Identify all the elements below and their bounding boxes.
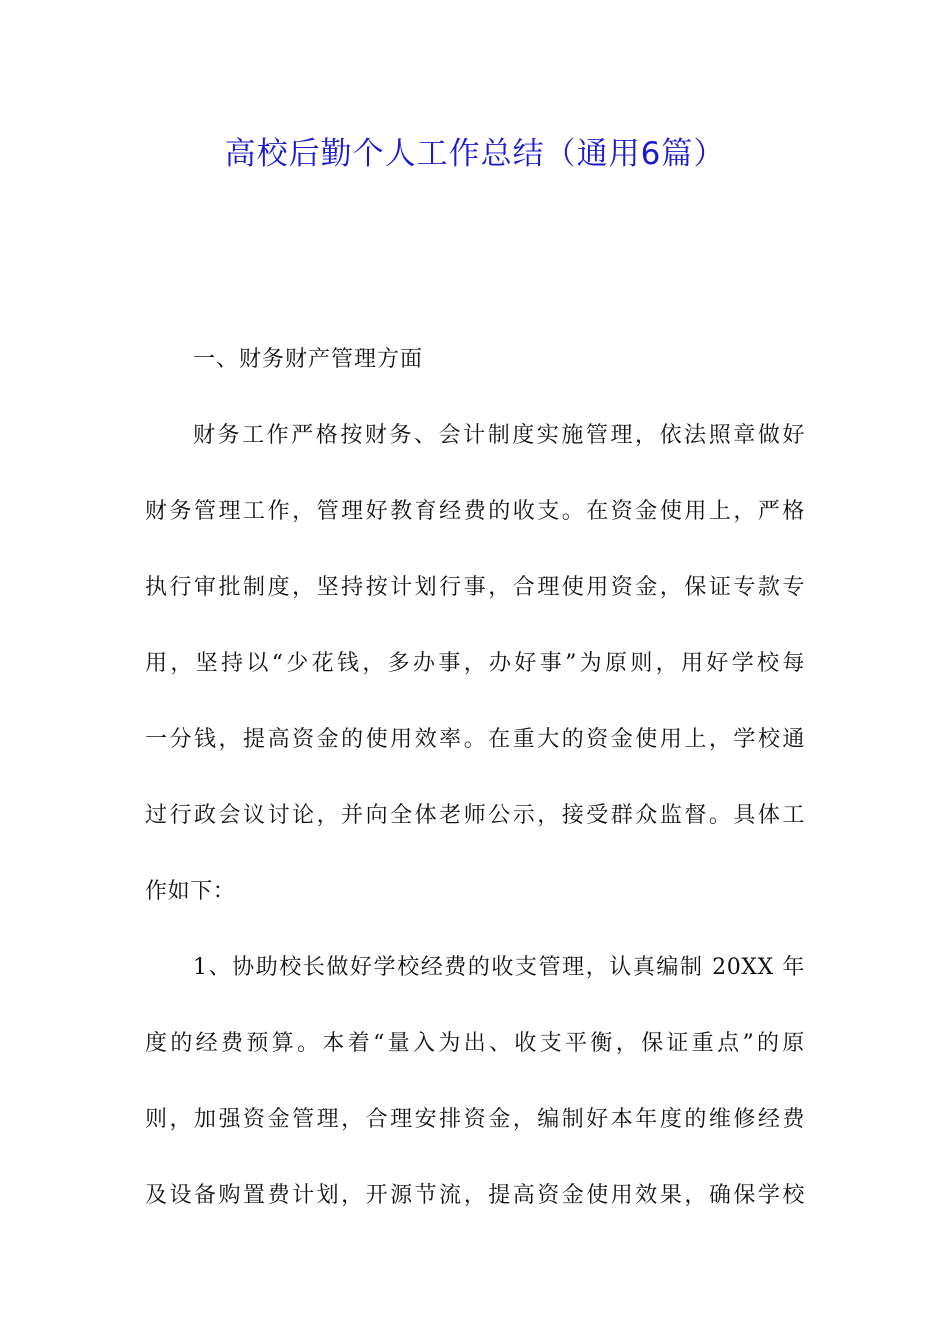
section-heading: 一、财务财产管理方面 (193, 347, 424, 372)
paragraph-line: 及设备购置费计划，开源节流，提高资金使用效果，确保学校 (145, 1183, 805, 1208)
paragraph-line: 1、协助校长做好学校经费的收支管理，认真编制 20XX 年 (193, 955, 805, 980)
paragraph-line: 执行审批制度，坚持按计划行事，合理使用资金，保证专款专 (145, 575, 805, 600)
paragraph-line: 一分钱，提高资金的使用效率。在重大的资金使用上，学校通 (145, 727, 805, 752)
paragraph-line: 用，坚持以“少花钱，多办事，办好事”为原则，用好学校每 (145, 651, 805, 676)
paragraph-line: 度的经费预算。本着“量入为出、收支平衡，保证重点”的原 (145, 1031, 805, 1056)
paragraph-line: 财务管理工作，管理好教育经费的收支。在资金使用上，严格 (145, 499, 805, 524)
paragraph-finance-management (145, 398, 805, 930)
paragraph-line: 则，加强资金管理，合理安排资金，编制好本年度的维修经费 (145, 1107, 805, 1132)
paragraph-line: 财务工作严格按财务、会计制度实施管理，依法照章做好 (193, 423, 805, 448)
paragraph-line: 作如下： (145, 879, 236, 904)
paragraph-line: 过行政会议讨论，并向全体老师公示，接受群众监督。具体工 (145, 803, 805, 828)
paragraph-budget-item-1 (145, 930, 805, 1234)
document-title: 高校后勤个人工作总结（通用6篇） (224, 136, 726, 172)
